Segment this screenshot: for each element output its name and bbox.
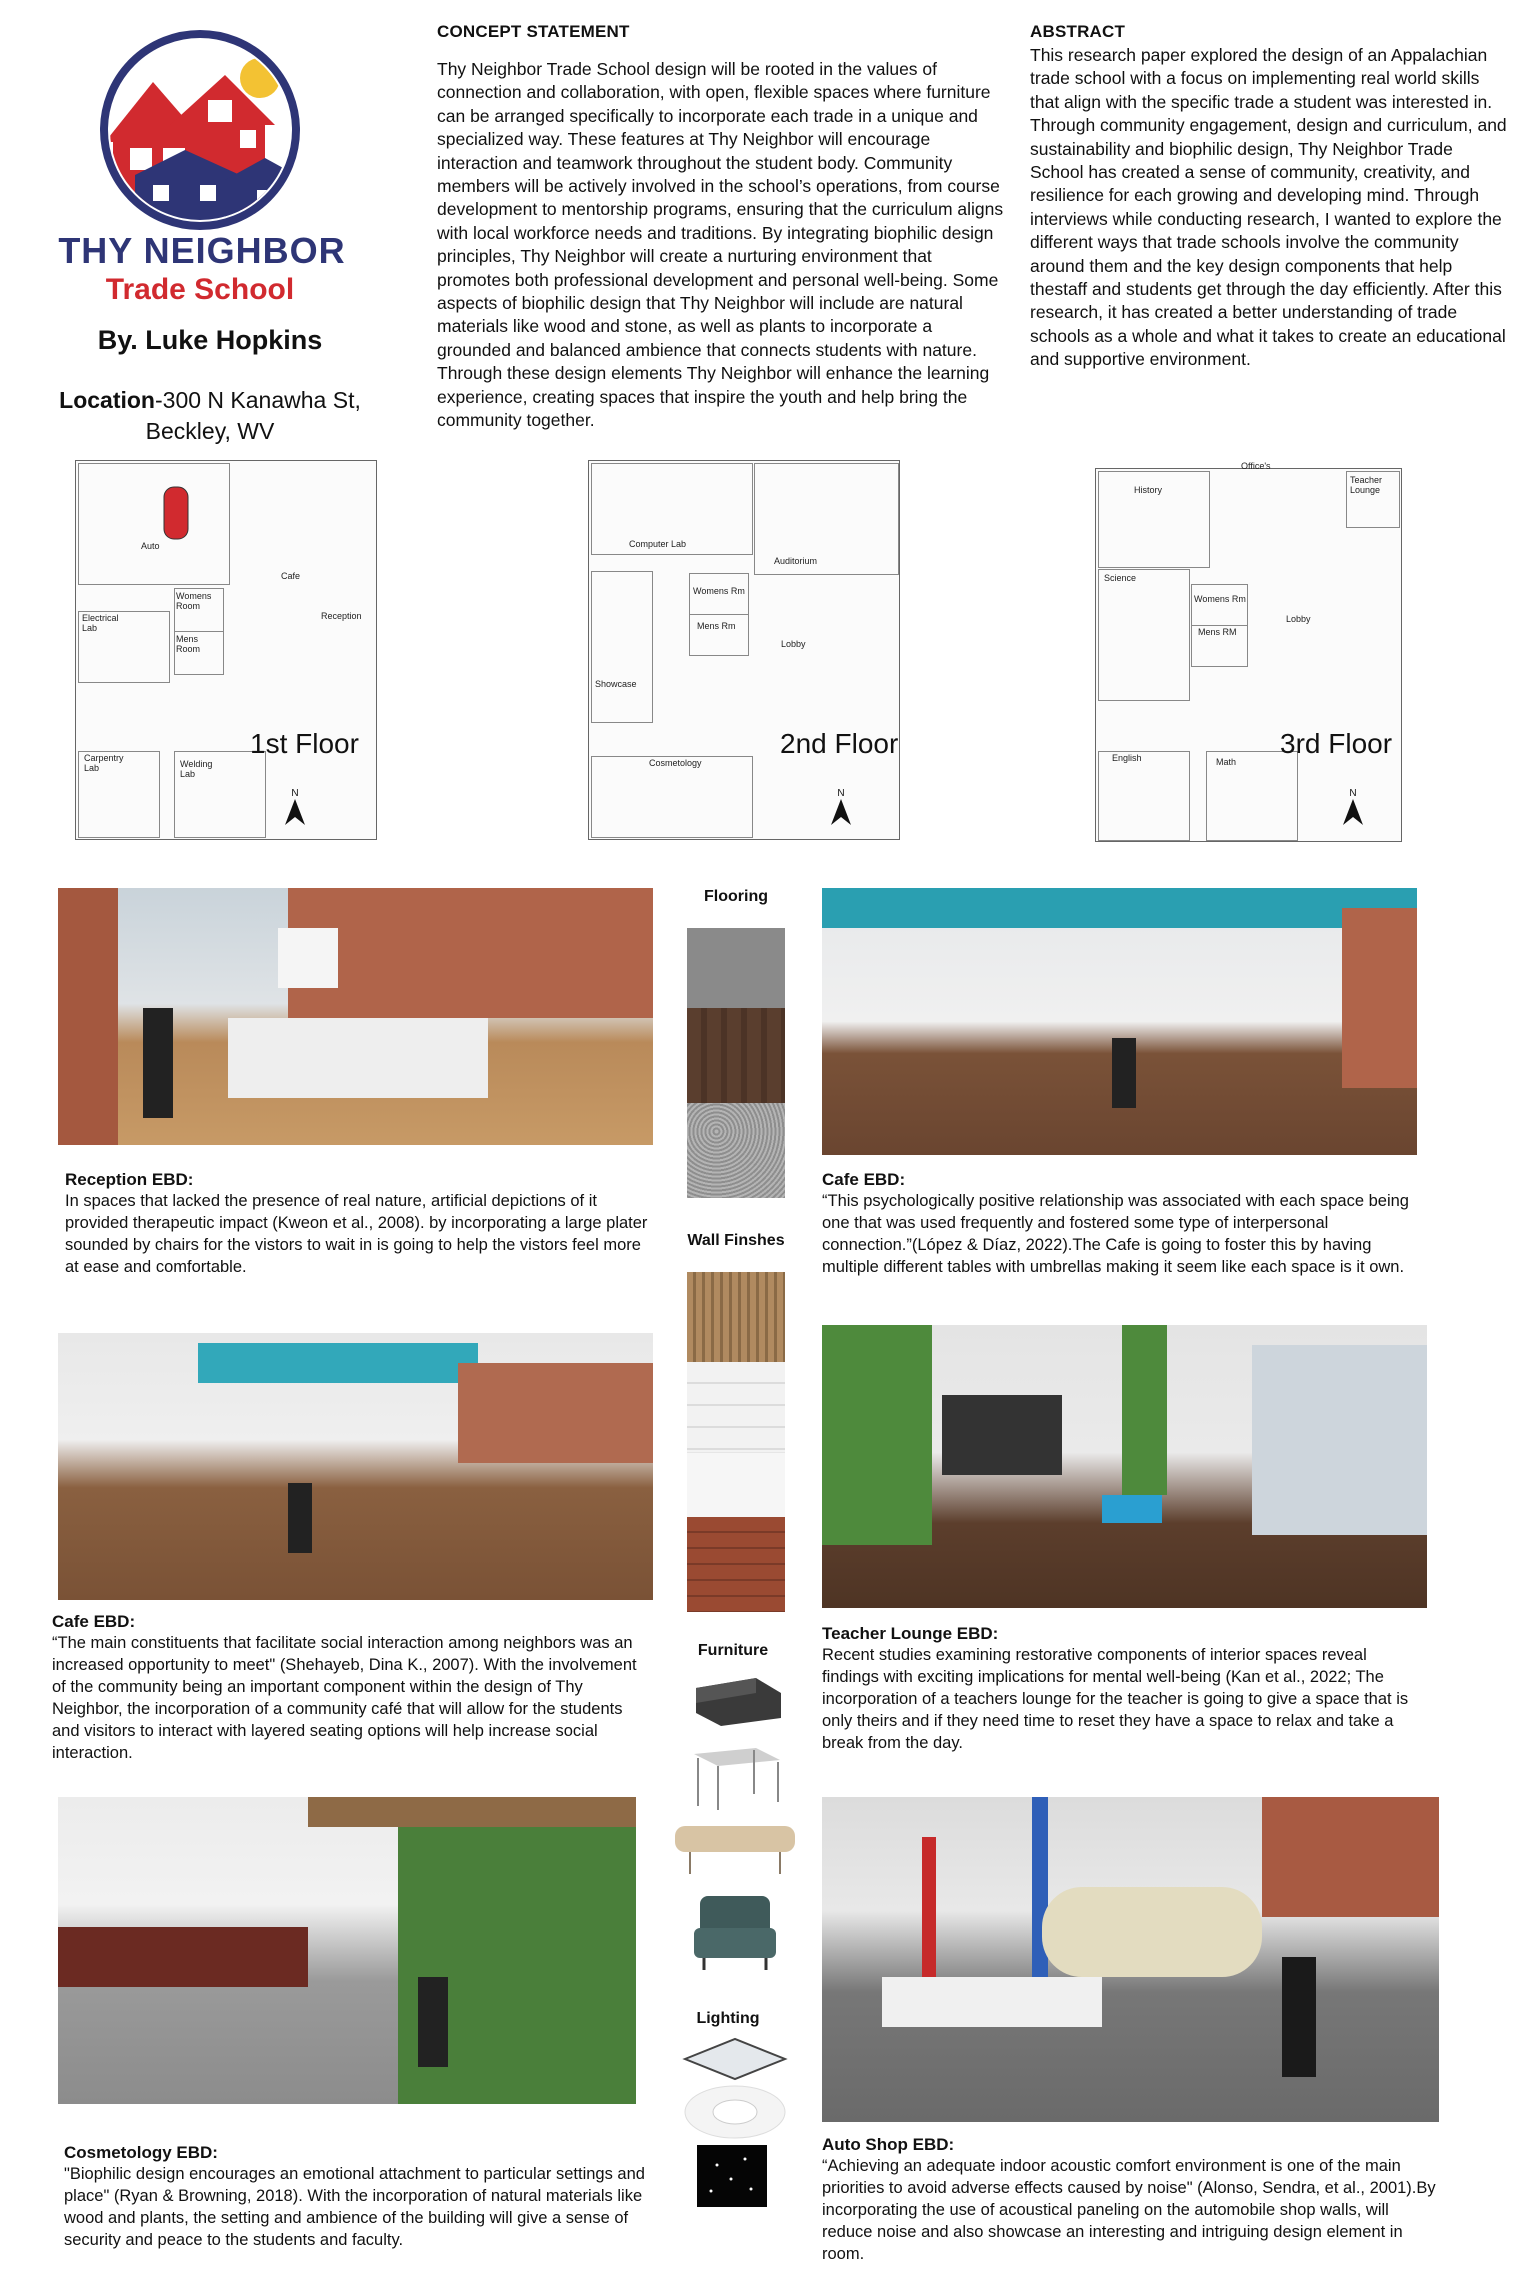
sofa-icon — [686, 1668, 786, 1728]
room-label: Cafe — [281, 571, 301, 581]
auto-shop-caption-title: Auto Shop EBD: — [822, 2135, 955, 2154]
showcase — [591, 571, 653, 723]
room-label: Carpentry Lab — [84, 753, 124, 773]
room-label: Mens RM — [1198, 627, 1237, 637]
room-label: Lobby — [1286, 614, 1311, 624]
third-floor-label: 3rd Floor — [1280, 728, 1393, 759]
room-label: Mens Rm — [697, 621, 736, 631]
cafe-right-caption — [822, 1170, 1412, 1278]
cosmetology-caption-text: "Biophilic design encourages an emotional attachment to particular settings and place" (Ryan & Browning, 2018). With the incorporation of natural materials like wood and plants, the setting and ambience of the building will give a sense of security and peace to the students and faculty. — [64, 2165, 645, 2249]
room-label: Womens Room — [176, 591, 212, 611]
reception-caption — [65, 1170, 655, 1278]
north-label: N — [837, 788, 845, 799]
table-icon — [686, 1742, 786, 1812]
room-label: Showcase — [595, 679, 637, 689]
auto-shop-render — [822, 1797, 1439, 2122]
room-label: Auto — [141, 541, 160, 551]
wall-finishes-label: Wall Finshes — [687, 1232, 785, 1249]
logo-subtitle: Trade School — [105, 273, 295, 306]
north-arrow-icon — [826, 788, 856, 830]
cafe-right-caption-text: “This psychologically positive relationship was associated with each space being one that was used frequently and fostered some type of interpersonal connection.”(López & Díaz, 2022).The Cafe is going to foster this by having multiple different tables with umbrellas making it seem like each space is it own. — [822, 1192, 1409, 1276]
armchair-icon — [690, 1888, 780, 1973]
room-label: Auditorium — [774, 556, 818, 566]
logo-title: THY NEIGHBOR — [58, 230, 346, 271]
wall-white-brick-swatch — [687, 1362, 785, 1452]
cafe-left-caption-title: Cafe EBD: — [52, 1612, 136, 1631]
star-ceiling-light-icon — [697, 2145, 767, 2207]
room-label: Electrical Lab — [82, 613, 119, 633]
room-label: Reception — [321, 611, 362, 621]
auto-shop-caption — [822, 2135, 1442, 2265]
logo-emblem — [75, 30, 325, 230]
cosmetology-room — [591, 756, 753, 838]
room-label: Computer Lab — [629, 539, 687, 549]
room-label: English — [1112, 753, 1142, 763]
north-label: N — [1349, 788, 1357, 799]
flooring-walnut-swatch — [687, 1008, 785, 1103]
auto-shop-caption-text: “Achieving an adequate indoor acoustic comfort environment is one of the main priorities to avoid adverse effects caused by noise" (Alonso, Sendra, et al., 2001).By incorporating the use of acoustical paneling on the automobile shop walls, will reduce noise and also showcase an interesting and intriguing design element in room. — [822, 2157, 1436, 2263]
location-line1: -300 N Kanawha St, — [155, 387, 361, 413]
room-label: Cosmetology — [649, 758, 702, 768]
abstract-text: This research paper explored the design of an Appalachian trade school with a focus on implementing real world skills that align with the specific trade a student was interested in. Through community engagement, design and curriculum, and sustainability and biophilic design, Thy Neighbor Trade School has created a sense of community, creativity, and resilience for each growing and developing mind. Through interviews while conducting research, I wanted to explore the different ways that trade schools involve the community around them and the key design components that help thestaff and students get through the day efficiently. After this research, it has created a better understanding of trade schools as a whole and what it takes to create an educational and supportive environment. — [1030, 45, 1507, 370]
cafe-right-caption-title: Cafe EBD: — [822, 1170, 906, 1189]
cosmetology-caption — [64, 2143, 654, 2251]
teacher-lounge-caption-title: Teacher Lounge EBD: — [822, 1624, 999, 1643]
english-room — [1098, 751, 1190, 841]
flooring-label: Flooring — [704, 888, 768, 905]
auto-room — [78, 463, 230, 585]
reception-render — [58, 888, 653, 1145]
cosmetology-render — [58, 1797, 636, 2104]
wall-wood-slat-swatch — [687, 1272, 785, 1362]
flooring-terrazzo-swatch — [687, 1103, 785, 1198]
womens-rm-3 — [1191, 584, 1248, 626]
location — [40, 385, 380, 447]
room-label: Office's — [1241, 461, 1271, 471]
room-label: Womens Rm — [1194, 594, 1246, 604]
north-label: N — [291, 788, 299, 799]
location-line2: Beckley, WV — [145, 418, 275, 444]
cosmetology-caption-title: Cosmetology EBD: — [64, 2143, 218, 2162]
wood-table-icon — [670, 1818, 800, 1878]
second-floor-plan — [588, 460, 900, 840]
logo — [58, 30, 346, 310]
cafe-left-caption-text: “The main constituents that facilitate social interaction among neighbors was an increased opportunity to meet" (Shehayeb, Dina K., 2007). With the involvement of the community being an important component within the design of Thy Neighbor, the incorporation of a community café that will allow for the students and visitors to interact with layered seating options will help increase social interaction. — [52, 1634, 637, 1762]
third-floor-plan — [1095, 461, 1402, 842]
downlight-icon — [680, 2082, 790, 2142]
second-floor-label: 2nd Floor — [780, 728, 899, 759]
furniture-label: Furniture — [697, 1642, 769, 1659]
first-floor-plan — [75, 460, 377, 840]
panel-light-icon — [680, 2035, 790, 2083]
room-label: Womens Rm — [693, 586, 745, 596]
cafe-render-left — [58, 1333, 653, 1600]
room-label: Lobby — [781, 639, 806, 649]
room-label: Science — [1104, 573, 1137, 583]
lighting-label: Lighting — [696, 2010, 760, 2027]
teacher-lounge-render — [822, 1325, 1427, 1608]
flooring-concrete-swatch — [687, 928, 785, 1008]
cafe-render-right — [822, 888, 1417, 1155]
reception-caption-title: Reception EBD: — [65, 1170, 194, 1189]
cafe-left-caption — [52, 1612, 652, 1764]
room-label: Welding Lab — [180, 759, 213, 779]
concept-title: CONCEPT STATEMENT — [437, 22, 630, 41]
location-label: Location — [59, 387, 155, 413]
author: By. Luke Hopkins — [97, 325, 323, 355]
abstract-title: ABSTRACT — [1030, 22, 1126, 41]
science-room — [1098, 569, 1190, 701]
wall-red-brick-swatch — [687, 1517, 785, 1612]
room-label: Mens Room — [176, 634, 201, 654]
room-label: History — [1134, 485, 1163, 495]
north-arrow-icon — [1338, 788, 1368, 830]
reception-caption-text: In spaces that lacked the presence of real nature, artificial depictions of it provided therapeutic impact (Kweon et al., 2008). by incorporating a large plater sounded by chairs for the vistors to wait in is going to help the vistors feel more at ease and comfortable. — [65, 1192, 648, 1276]
teacher-lounge-caption-text: Recent studies examining restorative components of interior spaces reveal findings with exciting implications for mental well-being (Kan et al., 2022; The incorporation of a teachers lounge for the teacher is going to give a space that is only theirs and if they need time to reset they have a space to relax and take a break from the day. — [822, 1646, 1409, 1752]
concept-text: Thy Neighbor Trade School design will be rooted in the values of connection and collaboration, with open, flexible spaces where furniture can be arranged specifically to incorporate each trade in a unique and specialized way. These features at Thy Neighbor will encourage interaction and teamwork throughout the student body. Community members will be actively involved in the school’s operations, from course development to mentorship programs, ensuring that the curriculum aligns with local workforce needs and traditions. By integrating biophilic design principles, Thy Neighbor will create a nurturing environment that promotes both professional development and personal well-being. Some aspects of biophilic design that Thy Neighbor will include are natural materials like wood and stone, as well as plants to incorporate a grounded and balanced ambience that connects students with nature. Through these design elements Thy Neighbor will enhance the learning experience, creating spaces that inspire the youth and help bring the community together. — [437, 59, 1004, 431]
room-label: Math — [1216, 757, 1237, 767]
teacher-lounge-caption — [822, 1624, 1422, 1754]
north-arrow-icon — [280, 788, 310, 830]
room-label: Teacher Lounge — [1350, 475, 1383, 495]
first-floor-label: 1st Floor — [250, 728, 359, 759]
car-icon — [156, 483, 196, 543]
wall-plaster-swatch — [687, 1452, 785, 1518]
